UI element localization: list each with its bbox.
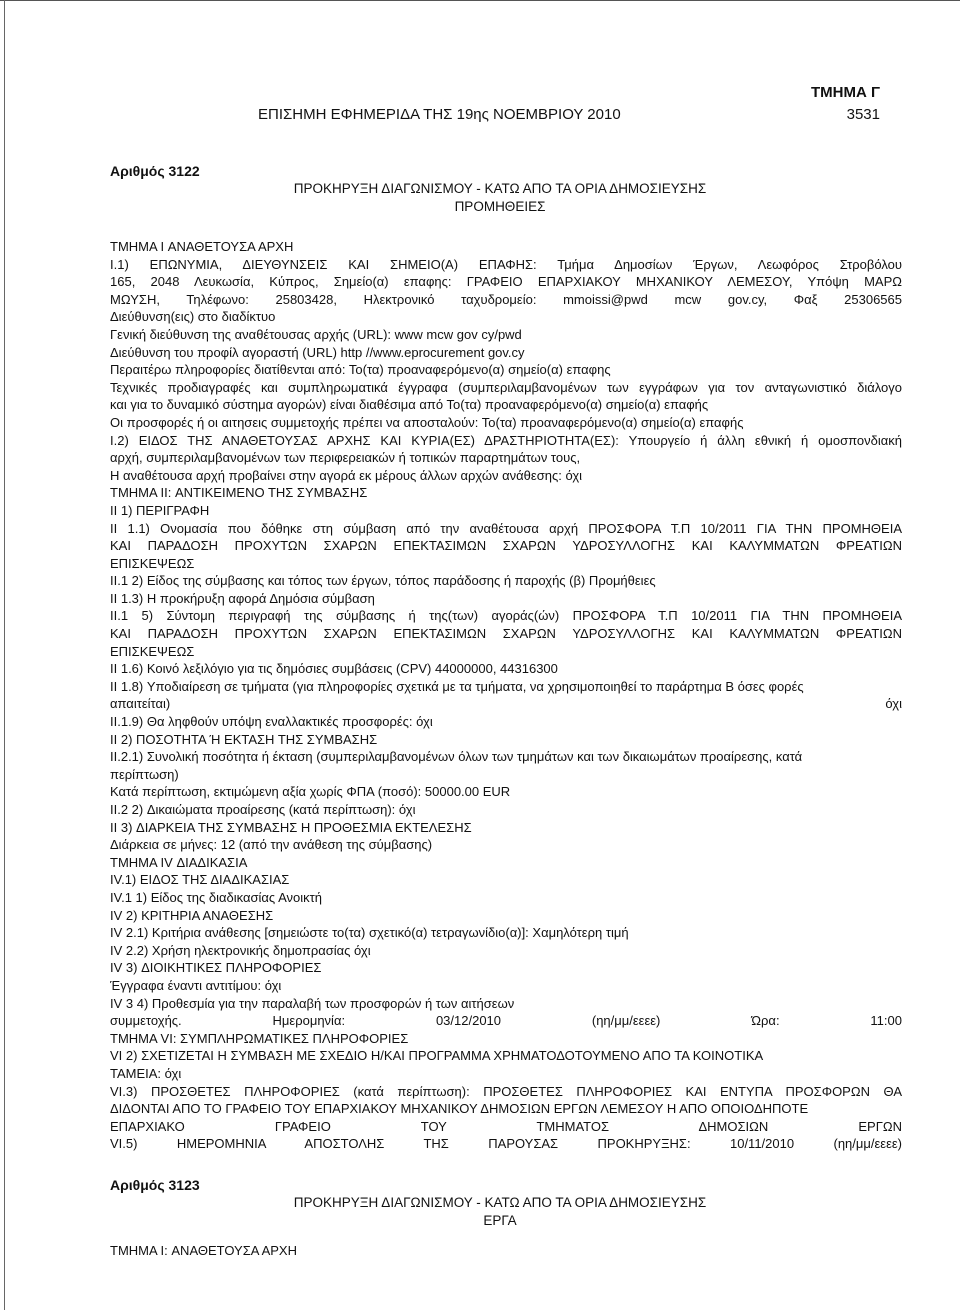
notice-title-line: ΠΡΟΚΗΡΥΞΗ ΔΙΑΓΩΝΙΣΜΟΥ - ΚΑΤΩ ΑΠΟ ΤΑ ΟΡΙΑ ΔΗΜΟΣΙΕΥΣΗΣ <box>293 1195 707 1210</box>
notice-title <box>250 180 750 216</box>
notice-title-line: ΠΡΟΜΗΘΕΙΕΣ <box>454 199 546 214</box>
notice-line: Διάρκεια σε μήνες: 12 (από την ανάθεση της σύμβασης) <box>110 837 433 853</box>
notice-number: Αριθμός 3122 <box>110 163 200 179</box>
notice-line: 165, 2048 Λευκωσία, Κύπρος, Σημείο(α) επαφης: ΓΡΑΦΕΙΟ ΕΠΑΡΧΙΑΚΟΥ ΜΗΧΑΝΙΚΟΥ ΛΕΜΕΣΟΥ, Υπόψη ΜΑΡΩ <box>110 274 902 290</box>
notice-line: Κατά περίπτωση, εκτιμώμενη αξία χωρίς ΦΠΑ (ποσό): 50000.00 EUR <box>110 784 511 800</box>
notice-line: IV 3) ΔΙΟΙΚΗΤΙΚΕΣ ΠΛΗΡΟΦΟΡΙΕΣ <box>110 960 322 976</box>
notice-line: IV.1 1) Είδος της διαδικασίας Ανοικτή <box>110 889 322 905</box>
gazette-title: ΕΠΙΣΗΜΗ ΕΦΗΜΕΡΙΔΑ ΤΗΣ 19ης ΝΟΕΜΒΡΙΟΥ 2010 <box>258 106 621 123</box>
notice-line: ΔΙΔΟΝΤΑΙ ΑΠΟ ΤΟ ΓΡΑΦΕΙΟ ΤΟΥ ΕΠΑΡΧΙΑΚΟΥ ΜΗΧΑΝΙΚΟΥ ΔΗΜΟΣΙΩΝ ΕΡΓΩΝ ΛΕΜΕΣΟΥ Η ΑΠΟ ΟΠΟΙΟΔΗΠΟΤΕ <box>110 1101 809 1117</box>
notice-line: ΤΜΗΜΑ I ΑΝΑΘΕΤΟΥΣΑ ΑΡΧΗ <box>110 239 294 254</box>
notice-line: Περαιτέρω πληροφορίες διατίθενται από: Το(τα) προαναφερόμενο(α) σημείο(α) επαφης <box>110 362 611 378</box>
notice-line: Τεχνικές προδιαγραφές και συμπληρωματικά έγγραφα (συμπεριλαμβανομένων των εγγράφων για τον ανταγωνιστικό διάλογο <box>110 379 902 395</box>
notice-line: αρχή, συμπεριλαμβανομένων των περιφερειακών ή τοπικών παραρτημάτων τους, <box>110 450 581 466</box>
notice-line: ΤΜΗΜΑ II: ΑΝΤΙΚΕΙΜΕΝΟ ΤΗΣ ΣΥΜΒΑΣΗΣ <box>110 485 368 501</box>
notice-line: Διεύθυνση(εις) στο διαδίκτυο <box>110 309 276 325</box>
notice-line: II.1 2) Είδος της σύμβασης και τόπος των έργων, τόπος παράδοσης ή παροχής (β) Προμήθειες <box>110 573 656 589</box>
scan-edge-left <box>4 0 6 1310</box>
notice-line: ΜΩΥΣΗ, Τηλέφωνο: 25803428, Ηλεκτρονικό ταχυδρομείο: mmoissi@pwd mcw gov.cy, Φαξ 25306565 <box>110 291 902 307</box>
notice-line: Η αναθέτουσα αρχή προβαίνει στην αγορά εκ μέρους άλλων αρχών ανάθεσης: όχι <box>110 467 583 483</box>
notice-title-line: ΠΡΟΚΗΡΥΞΗ ΔΙΑΓΩΝΙΣΜΟΥ - ΚΑΤΩ ΑΠΟ ΤΑ ΟΡΙΑ ΔΗΜΟΣΙΕΥΣΗΣ <box>293 181 707 196</box>
notice-line: II.1 5) Σύντομη περιγραφή της σύμβασης ή της(των) αγοράς(ών) ΠΡΟΣΦΟΡΑ Τ.Π 10/2011 ΓΙΑ ΤΗΝ ΠΡΟΜΗΘΕΙΑ <box>110 608 902 624</box>
notice-line: II.1.9) Θα ληφθούν υπόψη εναλλακτικές προσφορές: όχι <box>110 714 433 730</box>
notice-body <box>110 238 902 1153</box>
notice-line: VI 2) ΣΧΕΤΙΖΕΤΑΙ Η ΣΥΜΒΑΣΗ ΜΕ ΣΧΕΔΙΟ Η/ΚΑΙ ΠΡΟΓΡΑΜΜΑ ΧΡΗΜΑΤΟΔΟΤΟΥΜΕΝΟ ΑΠΟ ΤΑ ΚΟΙΝΟΤΙΚΑ <box>110 1048 764 1064</box>
notice-line: Γενική διεύθυνση της αναθέτουσας αρχής (URL): www mcw gov cy/pwd <box>110 326 522 342</box>
notice-line: VI.3) ΠΡΟΣΘΕΤΕΣ ΠΛΗΡΟΦΟΡΙΕΣ (κατά περίπτωση): ΠΡΟΣΘΕΤΕΣ ΠΛΗΡΟΦΟΡΙΕΣ ΚΑΙ ΕΝΤΥΠΑ ΠΡΟΣΦΟΡΩΝ ΘΑ <box>110 1083 902 1099</box>
notice-line: ΚΑΙ ΠΑΡΑΔΟΣΗ ΠΡΟΧΥΤΩΝ ΣΧΑΡΩΝ ΕΠΕΚΤΑΣΙΜΩΝ ΣΧΑΡΩΝ ΥΔΡΟΣΥΛΛΟΓΗΣ ΚΑΙ ΚΑΛΥΜΜΑΤΩΝ ΦΡΕΑΤΙΩΝ <box>110 538 902 554</box>
section-heading: ΤΜΗΜΑ Γ <box>810 84 880 101</box>
notice-line: IV 2) ΚΡΙΤΗΡΙΑ ΑΝΑΘΕΣΗΣ <box>110 907 274 923</box>
notice-line: IV 2.2) Χρήση ηλεκτρονικής δημοπρασίας όχι <box>110 942 371 958</box>
notice-line: II.2.1) Συνολική ποσότητα ή έκταση (συμπεριλαμβανομένων όλων των τμημάτων και των δικαιωμάτων προαίρεσης, κατά <box>110 749 803 765</box>
notice-line: II 1.1) Ονομασία που δόθηκε στη σύμβαση από την αναθέτουσα αρχή ΠΡΟΣΦΟΡΑ Τ.Π 10/2011 ΓΙΑ ΤΗΝ ΠΡΟΜΗΘΕΙΑ <box>110 520 902 536</box>
notice-line: II 3) ΔΙΑΡΚΕΙΑ ΤΗΣ ΣΥΜΒΑΣΗΣ Η ΠΡΟΘΕΣΜΙΑ ΕΚΤΕΛΕΣΗΣ <box>110 819 472 835</box>
notice-line: II 1.3) Η προκήρυξη αφορά Δημόσια σύμβαση <box>110 590 375 606</box>
notice-line: IV 2.1) Κριτήρια ανάθεσης [σημειώστε το(τα) σχετικό(α) τετραγωνίδιο(α)]: Χαμηλότερη τιμή <box>110 925 629 941</box>
scan-edge-top <box>0 0 960 4</box>
notice-title-line: ΕΡΓΑ <box>483 1213 517 1228</box>
notice-number: Αριθμός 3123 <box>110 1177 200 1193</box>
notice-line: II 1.8) Υποδιαίρεση σε τμήματα (για πληροφορίες σχετικά με τα τμήματα, να χρησιμοποιηθεί το παράρτημα Β όσες φορές <box>110 678 804 694</box>
notice-line: ΤΑΜΕΙΑ: όχι <box>110 1065 182 1081</box>
notice-line: II 1.6) Κοινό λεξιλόγιο για τις δημόσιες συμβάσεις (CPV) 44000000, 44316300 <box>110 661 558 677</box>
notice-line: συμμετοχής. Ημερομηνία: 03/12/2010 (ηη/μμ/εεεε) Ώρα: 11:00 <box>110 1013 902 1029</box>
notice-line: ΕΠΑΡΧΙΑΚΟ ΓΡΑΦΕΙΟ ΤΟΥ ΤΜΗΜΑΤΟΣ ΔΗΜΟΣΙΩΝ ΕΡΓΩΝ <box>110 1118 902 1134</box>
notice-line: I.1) ΕΠΩΝΥΜΙΑ, ΔΙΕΥΘΥΝΣΕΙΣ ΚΑΙ ΣΗΜΕΙΟ(Α) ΕΠΑΦΗΣ: Τμήμα Δημοσίων Έργων, Λεωφόρος Στροβόλου <box>110 256 902 272</box>
notice-line: ΤΜΗΜΑ IV ΔΙΑΔΙΚΑΣΙΑ <box>110 854 248 870</box>
notice-line: VI.5) ΗΜΕΡΟΜΗΝΙΑ ΑΠΟΣΤΟΛΗΣ ΤΗΣ ΠΑΡΟΥΣΑΣ ΠΡΟΚΗΡΥΞΗΣ: 10/11/2010 (ηη/μμ/εεεε) <box>110 1136 902 1152</box>
notice-line: Οι προσφορές ή οι αιτησεις συμμετοχής πρέπει να αποσταλούν: Το(τα) προαναφερόμενο(α) σημείο(α) επαφής <box>110 414 744 430</box>
section-heading: ΤΜΗΜΑ I: ΑΝΑΘΕΤΟΥΣΑ ΑΡΧΗ <box>110 1243 297 1258</box>
notice-line: Διεύθυνση του προφίλ αγοραστή (URL) http //www.eprocurement gov.cy <box>110 344 525 360</box>
notice-line: ΕΠΙΣΚΕΨΕΩΣ <box>110 555 195 571</box>
page-number: 3531 <box>846 106 880 123</box>
notice-line: περίπτωση) <box>110 766 179 782</box>
notice-line: I.2) ΕΙΔΟΣ ΤΗΣ ΑΝΑΘΕΤΟΥΣΑΣ ΑΡΧΗΣ ΚΑΙ ΚΥΡΙΑ(ΕΣ) ΔΡΑΣΤΗΡΙΟΤΗΤΑ(ΕΣ): Υπουργείο ή άλλη εθνική ή ομοσπονδιακή <box>110 432 902 448</box>
notice-line: IV 3 4) Προθεσμία για την παραλαβή των προσφορών ή των αιτήσεων <box>110 995 515 1011</box>
notice-line: II 1) ΠΕΡΙΓΡΑΦΗ <box>110 502 210 518</box>
notice-line: απαιτείται) όχι <box>110 696 902 712</box>
notice-line: II.2 2) Δικαιώματα προαίρεσης (κατά περίπτωση): όχι <box>110 802 416 817</box>
notice-line: II 2) ΠΟΣΟΤΗΤΑ Ή ΕΚΤΑΣΗ ΤΗΣ ΣΥΜΒΑΣΗΣ <box>110 731 378 747</box>
notice-line: ΤΜΗΜΑ VI: ΣΥΜΠΛΗΡΩΜΑΤΙΚΕΣ ΠΛΗΡΟΦΟΡΙΕΣ <box>110 1030 409 1046</box>
notice-line: ΚΑΙ ΠΑΡΑΔΟΣΗ ΠΡΟΧΥΤΩΝ ΣΧΑΡΩΝ ΕΠΕΚΤΑΣΙΜΩΝ ΣΧΑΡΩΝ ΥΔΡΟΣΥΛΛΟΓΗΣ ΚΑΙ ΚΑΛΥΜΜΑΤΩΝ ΦΡΕΑΤΙΩΝ <box>110 626 902 642</box>
notice-line: ΕΠΙΣΚΕΨΕΩΣ <box>110 643 195 659</box>
notice-title <box>250 1194 750 1230</box>
notice-line: IV.1) ΕΙΔΟΣ ΤΗΣ ΔΙΑΔΙΚΑΣΙΑΣ <box>110 872 290 888</box>
notice-line: και για το δυναμικό σύστημα αγορών) είναι διαθέσιμα από Το(τα) προαναφερόμενο(α) σημείο(α) επαφής <box>110 397 709 413</box>
notice-line: Έγγραφα έναντι αντιτίμου: όχι <box>110 977 282 993</box>
